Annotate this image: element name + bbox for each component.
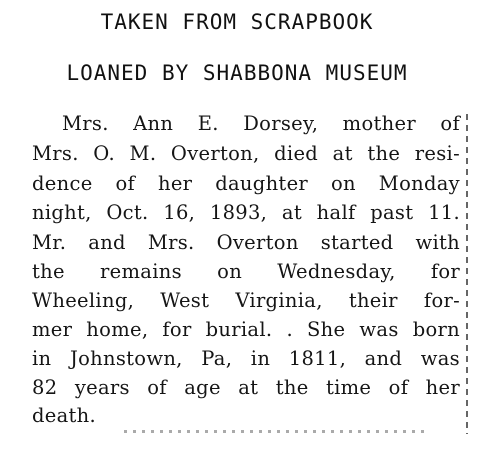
obituary-line-10: 82 years of age at the time of her xyxy=(32,376,460,399)
obituary-line-2: Mrs. O. M. Overton, died at the resi- xyxy=(32,142,460,165)
obituary-line-1: Mrs. Ann E. Dorsey, mother of xyxy=(62,112,460,135)
obituary-line-3: dence of her daughter on Monday xyxy=(32,172,460,195)
obituary-line-11: death. xyxy=(32,404,97,427)
obituary-line-9: in Johnstown, Pa, in 1811, and was xyxy=(32,347,460,370)
header-line-1: TAKEN FROM SCRAPBOOK xyxy=(100,10,374,34)
newspaper-clipping xyxy=(4,102,474,452)
header-line-2: LOANED BY SHABBONA MUSEUM xyxy=(66,61,408,85)
obituary-line-5: Mr. and Mrs. Overton started with xyxy=(32,231,460,254)
clipping-torn-edge xyxy=(466,114,468,434)
obituary-line-4: night, Oct. 16, 1893, at half past 11. xyxy=(32,201,460,224)
obituary-line-7: Wheeling, West Virginia, their for- xyxy=(32,289,460,312)
obituary-line-8: mer home, for burial. . She was born xyxy=(32,318,460,341)
clipping-bottom-edge xyxy=(124,430,424,433)
obituary-line-6: the remains on Wednesday, for xyxy=(32,260,460,283)
